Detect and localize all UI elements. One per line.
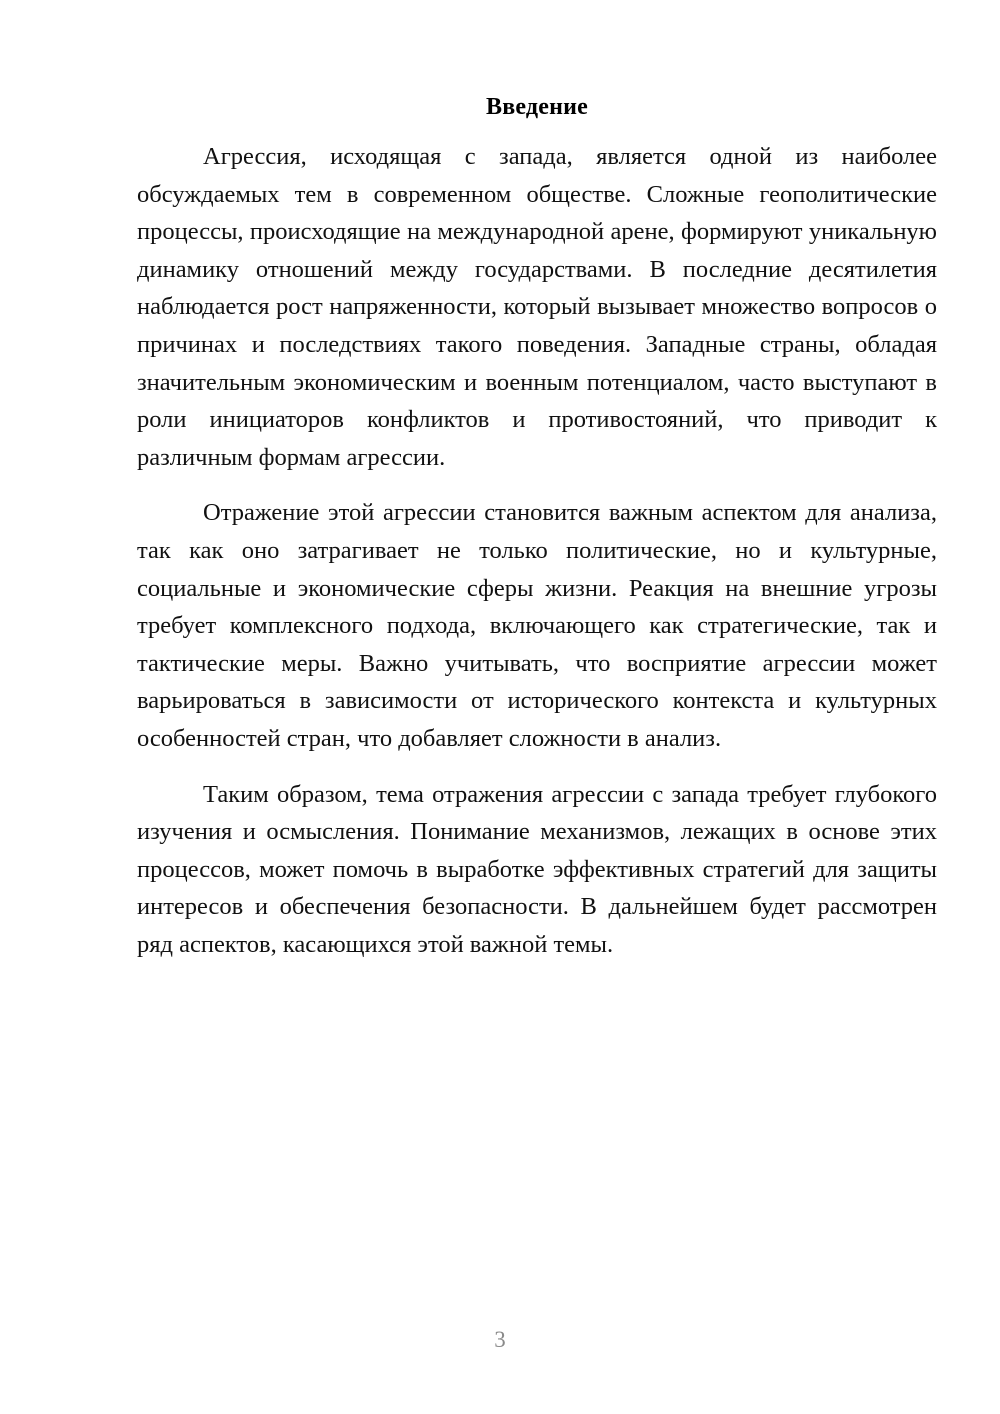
body-paragraph-1: Агрессия, исходящая с запада, является одной из наиболее обсуждаемых тем в современном обществе. Сложные геополитические процессы, происходящие на международной арене, формируют уникальную динамику отношений между государствами. В последние десятилетия наблюдается рост напряженности, который вызывает множество вопросов о причинах и последствиях такого поведения. Западные страны, обладая значительным экономическим и военным потенциалом, часто выступают в роли инициаторов конфликтов и противостояний, что приводит к различным формам агрессии.: [137, 143, 937, 471]
page-title: Введение: [485, 94, 588, 120]
page-number: 3: [494, 1327, 506, 1352]
body-paragraph-3: Таким образом, тема отражения агрессии с запада требует глубокого изучения и осмысления. Понимание механизмов, лежащих в основе этих процессов, может помочь в выработке эффективных стратегий для защиты интересов и обеспечения безопасности. В дальнейшем будет рассмотрен ряд аспектов, касающихся этой важной темы.: [137, 780, 937, 958]
body-paragraph-2: Отражение этой агрессии становится важным аспектом для анализа, так как оно затрагивает не только политические, но и культурные, социальные и экономические сферы жизни. Реакция на внешние угрозы требует комплексного подхода, включающего как стратегические, так и тактические меры. Важно учитывать, что восприятие агрессии может варьироваться в зависимости от исторического контекста и культурных особенностей стран, что добавляет сложности в анализ.: [137, 499, 937, 752]
page-content: [137, 92, 937, 963]
